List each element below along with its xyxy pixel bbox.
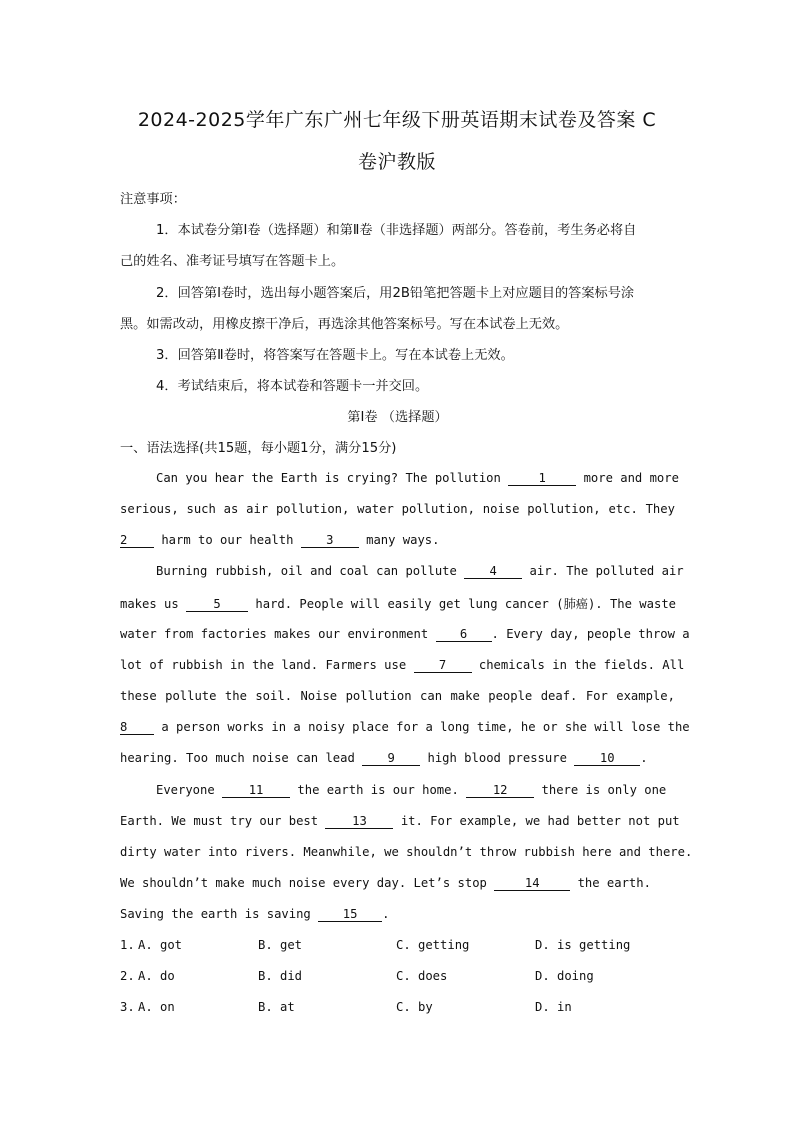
- blank-12: 12: [466, 784, 534, 798]
- word: water: [357, 502, 394, 516]
- note-3: 3．回答第Ⅱ卷时，将答案写在答题卡上。写在本试卷上无效。: [156, 348, 514, 363]
- passage-line: [120, 720, 690, 735]
- blank-3: 3: [301, 534, 359, 548]
- passage-text: Saving the earth is saving: [120, 907, 311, 921]
- passage-line: [120, 689, 675, 703]
- passage-line: dirty water into rivers. Meanwhile, we shouldn’t throw rubbish here and there.: [120, 845, 693, 859]
- passage-text: the earth is our home.: [297, 783, 459, 797]
- word: the: [224, 689, 247, 703]
- passage-line: [120, 595, 675, 612]
- passage-text: air. The polluted air: [529, 564, 684, 578]
- option-c[interactable]: C. does: [396, 969, 448, 983]
- passage-line: [120, 658, 685, 673]
- word: deaf.: [540, 689, 578, 703]
- passage-text: high blood pressure: [427, 751, 567, 765]
- passage-text: Everyone: [156, 783, 215, 797]
- word: etc.: [608, 502, 638, 516]
- document-title-line1: 2024-2025学年广东广州七年级下册英语期末试卷及答案 C: [137, 109, 657, 131]
- passage-line: [120, 814, 680, 829]
- word: make: [450, 689, 480, 703]
- blank-15: 15: [318, 908, 382, 922]
- passage-line: [120, 876, 675, 891]
- question-number: 3.: [120, 1000, 135, 1014]
- note-1-line1: 1．本试卷分第Ⅰ卷（选择题）和第Ⅱ卷（非选择题）两部分。答卷前，考生务必将自: [156, 223, 637, 238]
- passage-text: it. For example, we had better not put: [400, 814, 680, 828]
- word: these: [120, 689, 157, 703]
- blank-13: 13: [325, 815, 393, 829]
- word: pollute: [165, 689, 217, 703]
- option-b[interactable]: B. did: [258, 969, 303, 983]
- passage-text: water from factories makes our environment: [120, 627, 429, 641]
- passage-text: .: [640, 751, 648, 765]
- word: serious,: [120, 502, 179, 516]
- option-b[interactable]: B. get: [258, 938, 303, 952]
- option-d[interactable]: D. doing: [535, 969, 594, 983]
- option-a[interactable]: A. do: [138, 969, 175, 983]
- passage-line: [120, 471, 679, 486]
- word: For: [585, 689, 608, 703]
- passage-text: Can you hear the Earth is crying? The pollution: [156, 471, 501, 485]
- passage-line: [120, 751, 675, 766]
- notes-heading: 注意事项：: [120, 192, 186, 207]
- blank-10: 10: [574, 752, 640, 766]
- passage-text: chemicals in the fields. All: [478, 658, 685, 672]
- passage-text: harm to our health: [161, 533, 294, 547]
- word: such: [186, 502, 216, 516]
- passage-text: lot of rubbish in the land. Farmers use: [120, 658, 407, 672]
- note-2-line1: 2．回答第Ⅰ卷时，选出每小题答案后，用2B铅笔把答题卡上对应题目的答案标号涂: [156, 286, 635, 301]
- blank-6: 6: [436, 628, 492, 642]
- passage-text: more and more: [583, 471, 679, 485]
- blank-1: 1: [508, 472, 576, 486]
- word: example,: [616, 689, 675, 703]
- word: soil.: [255, 689, 293, 703]
- passage-text: a person works in a noisy place for a long time, he or she will lose the: [161, 720, 690, 734]
- passage-text: makes us: [120, 597, 179, 611]
- blank-4: 4: [464, 565, 522, 579]
- passage-text: We shouldn’t make much noise every day. Let’s stop: [120, 876, 487, 890]
- passage-line: [120, 502, 675, 516]
- volume-title: 第Ⅰ卷 （选择题）: [347, 410, 448, 425]
- passage-line: [120, 533, 675, 548]
- question-number: 2.: [120, 969, 135, 983]
- word: Noise: [300, 689, 338, 703]
- passage-line: [120, 564, 684, 579]
- passage-text: . Every day, people throw a: [491, 627, 690, 641]
- option-d[interactable]: D. is getting: [535, 938, 631, 952]
- option-c[interactable]: C. by: [396, 1000, 433, 1014]
- passage-line: [120, 783, 675, 798]
- word: pollution,: [527, 502, 601, 516]
- word: as: [223, 502, 239, 516]
- passage-text: Burning rubbish, oil and coal can pollute: [156, 564, 457, 578]
- note-2-line2: 黑。如需改动，用橡皮擦干净后，再选涂其他答案标号。写在本试卷上无效。: [120, 317, 569, 332]
- blank-5: 5: [186, 598, 248, 612]
- passage-text: the earth.: [577, 876, 651, 890]
- passage-text: many ways.: [366, 533, 440, 547]
- blank-11: 11: [222, 784, 290, 798]
- part-title: 一、语法选择(共15题，每小题1分，满分15分): [120, 441, 397, 456]
- word: air: [246, 502, 269, 516]
- word: pollution,: [401, 502, 475, 516]
- blank-7: 7: [414, 659, 472, 673]
- option-a[interactable]: A. on: [138, 1000, 175, 1014]
- passage-text: hearing. Too much noise can lead: [120, 751, 355, 765]
- note-4: 4．考试结束后，将本试卷和答题卡一并交回。: [156, 379, 429, 394]
- blank-9: 9: [362, 752, 420, 766]
- document-title-line2: 卷沪教版: [357, 151, 436, 173]
- passage-text: hard. People will easily get lung cancer (肺癌). The waste: [255, 597, 676, 611]
- word: They: [645, 502, 675, 516]
- option-d[interactable]: D. in: [535, 1000, 572, 1014]
- word: pollution: [345, 689, 412, 703]
- note-1-line2: 己的姓名、准考证号填写在答题卡上。: [120, 254, 345, 269]
- option-b[interactable]: B. at: [258, 1000, 295, 1014]
- word: noise: [482, 502, 520, 516]
- passage-line: [120, 627, 690, 642]
- option-a[interactable]: A. got: [138, 938, 183, 952]
- word: can: [420, 689, 443, 703]
- blank-8: 8: [120, 721, 154, 735]
- blank-2: 2: [120, 534, 154, 548]
- blank-14: 14: [494, 877, 570, 891]
- passage-text: there is only one: [541, 783, 667, 797]
- question-number: 1.: [120, 938, 135, 952]
- option-c[interactable]: C. getting: [396, 938, 470, 952]
- passage-line: [120, 907, 675, 922]
- word: pollution,: [275, 502, 350, 516]
- passage-text: .: [382, 907, 390, 921]
- word: people: [488, 689, 533, 703]
- passage-text: Earth. We must try our best: [120, 814, 319, 828]
